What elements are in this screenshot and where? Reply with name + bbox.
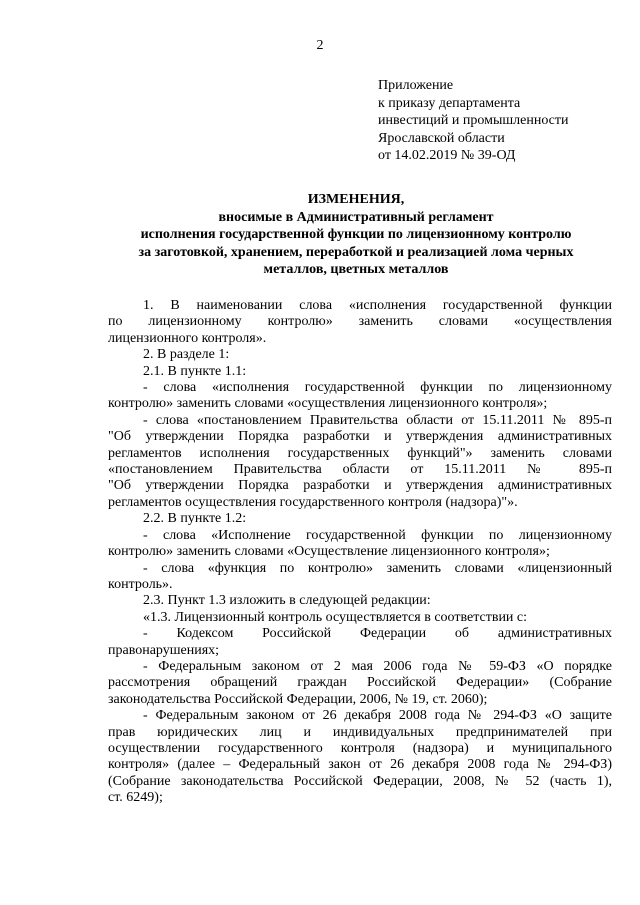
text-line: «постановлением Правительства области от 15.11.2011 № 895-п: [108, 462, 612, 478]
text-line: «1.3. Лицензионный контроль осуществляется в соответствии с:: [143, 609, 528, 625]
text-line: лицензионного контроля».: [108, 330, 267, 346]
paragraph: [108, 561, 612, 594]
page-number: 2: [316, 38, 324, 53]
paragraph: [108, 593, 612, 609]
text-line: - слова «Исполнение государственной функции по лицензионному: [143, 527, 612, 543]
paragraph: [108, 511, 612, 527]
title-line: ИЗМЕНЕНИЯ,: [307, 192, 405, 207]
text-line: контролю» заменить словами «Осуществление лицензионного контроля»;: [108, 544, 550, 560]
text-line: 1. В наименовании слова «исполнения государственной функции: [143, 298, 612, 313]
title-line: металлов, цветных металлов: [263, 262, 449, 278]
appendix-line: от 14.02.2019 № 39-ОД: [378, 148, 516, 163]
text-line: рассмотрения обращений граждан Российской Федерации» (Собрание: [108, 675, 612, 691]
text-line: регламентов исполнения государственных функций"» заменить словами: [108, 445, 612, 461]
paragraph: [108, 347, 612, 363]
text-line: законодательства Российской Федерации, 2006, № 19, ст. 2060);: [108, 691, 488, 707]
text-line: 2.2. В пункте 1.2:: [143, 511, 247, 527]
text-line: 2.1. В пункте 1.1:: [143, 363, 247, 379]
paragraph: [108, 610, 612, 626]
text-line: - Кодексом Российской Федерации об административных: [143, 626, 612, 642]
appendix-line: Ярославской области: [378, 130, 505, 146]
title-line: исполнения государственной функции по лицензионному контролю: [140, 227, 572, 243]
text-line: - слова «функция по контролю» заменить словами «лицензионный: [143, 560, 612, 576]
paragraph: [108, 626, 612, 659]
text-line: - Федеральным законом от 2 мая 2006 года № 59-ФЗ «О порядке: [143, 658, 612, 674]
appendix-line: инвестиций и промышленности: [378, 113, 569, 128]
text-line: ст. 6249);: [108, 790, 163, 806]
paragraph: [108, 298, 612, 347]
text-line: "Об утверждении Порядка разработки и утверждения административных: [108, 429, 612, 445]
text-line: 2. В разделе 1:: [143, 347, 230, 363]
text-line: контролю» заменить словами «осуществления лицензионного контроля»;: [108, 396, 548, 412]
title-line: вносимые в Административный регламент: [218, 209, 494, 225]
paragraph: [108, 708, 612, 806]
text-line: 2.3. Пункт 1.3 изложить в следующей редакции:: [143, 593, 431, 609]
text-line: контроля» (далее – Федеральный закон от 26 декабря 2008 года № 294-ФЗ): [108, 757, 612, 773]
text-line: по лицензионному контролю» заменить словами «осуществления: [108, 314, 612, 330]
text-line: "Об утверждении Порядка разработки и утверждения административных: [108, 478, 612, 494]
paragraph: [108, 364, 612, 380]
text-line: - слова «исполнения государственной функции по лицензионному: [143, 380, 612, 396]
text-line: прав юридических лиц и индивидуальных предпринимателей при: [108, 724, 612, 740]
paragraph: [108, 528, 612, 561]
appendix-block: [378, 77, 628, 165]
paragraph: [108, 659, 612, 708]
text-line: осуществлении государственного контроля (надзора) и муниципального: [108, 740, 612, 756]
text-line: правонарушениях;: [108, 642, 220, 658]
text-line: - слова «постановлением Правительства области от 15.11.2011 № 895-п: [143, 412, 612, 428]
title-line: за заготовкой, хранением, переработкой и реализацией лома черных: [138, 244, 574, 260]
text-line: регламентов осуществления государственного контроля (надзора)"».: [108, 494, 518, 510]
text-line: (Собрание законодательства Российской Федерации, 2008, № 52 (часть 1),: [108, 773, 612, 789]
text-line: контроль».: [108, 576, 173, 592]
document-title: [100, 191, 612, 279]
paragraph: [108, 413, 612, 511]
text-line: - Федеральным законом от 26 декабря 2008 года № 294-ФЗ «О защите: [143, 708, 612, 724]
paragraph: [108, 380, 612, 413]
appendix-line: Приложение: [378, 78, 454, 93]
appendix-line: к приказу департамента: [378, 95, 521, 111]
document-body: [108, 298, 612, 807]
